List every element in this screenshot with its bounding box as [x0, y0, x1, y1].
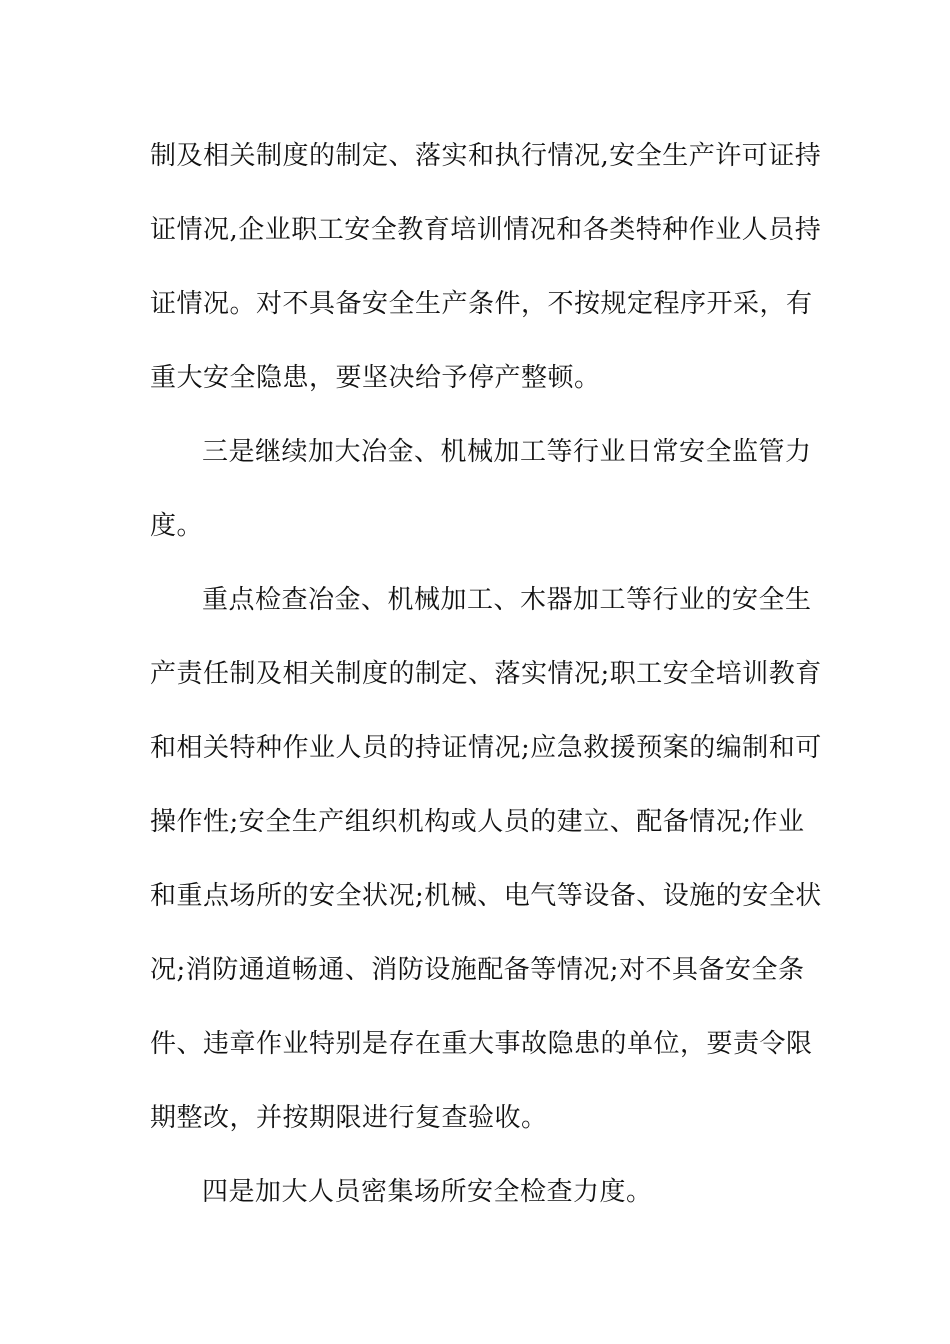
text-line: 件、违章作业特别是存在重大事故隐患的单位，要责令限 — [150, 1029, 813, 1059]
text-line: 度。 — [150, 511, 204, 541]
section-heading-four: 四是加大人员密集场所安全检查力度。 — [202, 1177, 653, 1207]
text-line: 制及相关制度的制定、落实和执行情况,安全生产许可证持 — [150, 141, 822, 171]
text-line: 和相关特种作业人员的持证情况;应急救援预案的编制和可 — [150, 733, 822, 763]
text-line: 证情况。对不具备安全生产条件，不按规定程序开采，有 — [150, 289, 813, 319]
paragraph-start: 重点检查冶金、机械加工、木器加工等行业的安全生 — [202, 585, 812, 615]
text-line: 期整改，并按期限进行复查验收。 — [150, 1103, 548, 1133]
text-line: 产责任制及相关制度的制定、落实情况;职工安全培训教育 — [150, 659, 822, 689]
text-line: 重大安全隐患，要坚决给予停产整顿。 — [150, 363, 601, 393]
text-line: 和重点场所的安全状况;机械、电气等设备、设施的安全状 — [150, 881, 822, 911]
text-line: 证情况,企业职工安全教育培训情况和各类特种作业人员持 — [150, 215, 822, 245]
text-line: 况;消防通道畅通、消防设施配备等情况;对不具备安全条 — [150, 955, 805, 985]
text-line: 操作性;安全生产组织机构或人员的建立、配备情况;作业 — [150, 807, 805, 837]
section-heading-three: 三是继续加大冶金、机械加工等行业日常安全监管力 — [202, 437, 812, 467]
document-body — [150, 130, 822, 1240]
